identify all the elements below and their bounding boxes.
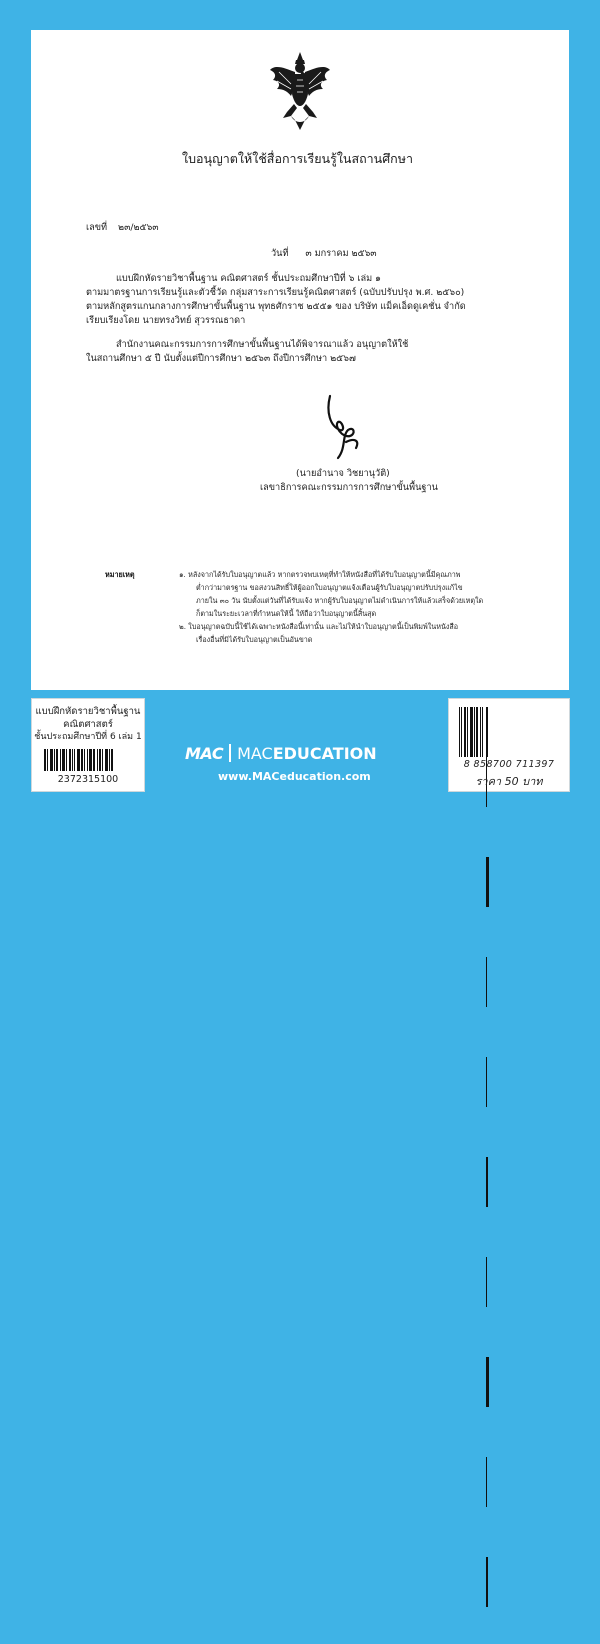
- date-label: วันที่: [271, 248, 289, 259]
- price-label: [448, 698, 570, 792]
- brand-name-thin: MAC: [237, 743, 273, 763]
- paragraph-2-line: สำนักงานคณะกรรมการการศึกษาขั้นพื้นฐานได้พิจารณาแล้ว อนุญาตให้ใช้: [116, 339, 409, 350]
- number-label: เลขที่: [86, 222, 108, 233]
- isbn-number: 8 858700 711397: [463, 759, 555, 770]
- mac-logo-mark: MAC: [185, 743, 224, 763]
- document-heading: ใบอนุญาตให้ใช้สื่อการเรียนรู้ในสถานศึกษา: [182, 151, 413, 166]
- publisher-url[interactable]: www.MACeducation.com: [218, 770, 371, 783]
- paragraph-1-line: แบบฝึกหัดรายวิชาพื้นฐาน คณิตศาสตร์ ชั้นประถมศึกษาปีที่ ๖ เล่ม ๑: [116, 273, 381, 284]
- license-document: [31, 30, 569, 690]
- note-line: ๒. ใบอนุญาตฉบับนี้ใช้ได้เฉพาะหนังสือนี้เท่านั้น และไม่ให้นำใบอนุญาตนี้เป็นพิมพ์ในหนังสือ: [179, 622, 459, 631]
- price-text: ราคา 50 บาท: [475, 775, 543, 788]
- paragraph-2-line: ในสถานศึกษา ๕ ปี นับตั้งแต่ปีการศึกษา ๒๕๖๓ ถึงปีการศึกษา ๒๕๖๗: [86, 353, 356, 364]
- label-title-line: แบบฝึกหัดรายวิชาพื้นฐาน: [35, 706, 141, 717]
- number-value: ๒๓/๒๕๖๓: [118, 222, 159, 233]
- paragraph-1-line: เรียบเรียงโดย นายทรงวิทย์ สุวรรณธาดา: [86, 315, 246, 326]
- paragraph-1-line: ตามหลักสูตรแกนกลางการศึกษาขั้นพื้นฐาน พุทธศักราช ๒๕๕๑ ของ บริษัท แม็คเอ็ดดูเคชั่น จำกัด: [86, 301, 466, 312]
- date-value: ๓ มกราคม ๒๕๖๓: [305, 248, 377, 259]
- brand-divider: [229, 744, 231, 762]
- publisher-brand: [185, 742, 377, 764]
- brand-name-bold: EDUCATION: [272, 743, 377, 763]
- signature-icon: [316, 392, 378, 466]
- isbn-barcode: [459, 707, 559, 757]
- notes-label: หมายเหตุ: [105, 570, 135, 579]
- note-line: ภายใน ๓๐ วัน นับตั้งแต่วันที่ได้รับแจ้ง หากผู้รับใบอนุญาตไม่ดำเนินการให้แล้วเสร็จด้วยเหตุใด: [196, 596, 484, 605]
- note-line: ก็ตามในระยะเวลาที่กำหนดให้นี้ ให้ถือว่าใบอนุญาตนี้สิ้นสุด: [196, 609, 377, 618]
- label-subject-line: คณิตศาสตร์: [63, 719, 113, 730]
- document-number: [86, 222, 159, 233]
- paragraph-1-line: ตามมาตรฐานการเรียนรู้และตัวชี้วัด กลุ่มสาระการเรียนรู้คณิตศาสตร์ (ฉบับปรับปรุง พ.ศ. ๒๕๖๐): [86, 287, 465, 298]
- book-info-label: [31, 698, 145, 792]
- label-grade-line: ชั้นประถมศึกษาปีที่ 6 เล่ม 1: [34, 732, 142, 742]
- garuda-emblem-icon: [267, 50, 333, 132]
- document-date: [271, 248, 377, 259]
- note-line: ๑. หลังจากได้รับใบอนุญาตแล้ว หากตรวจพบเหตุที่ทำให้หนังสือที่ได้รับใบอนุญาตนี้มีคุณภาพ: [179, 570, 461, 579]
- item-barcode: [44, 749, 132, 771]
- signer-title: เลขาธิการคณะกรรมการการศึกษาขั้นพื้นฐาน: [260, 482, 438, 493]
- note-line: เรื่องอื่นที่มิได้รับใบอนุญาตเป็นอันขาด: [196, 635, 313, 644]
- item-code: 2372315100: [57, 774, 119, 785]
- note-line: ต่ำกว่ามาตรฐาน ขอสงวนสิทธิ์ให้ผู้ออกใบอนุญาตแจ้งเตือนผู้รับใบอนุญาตปรับปรุงแก้ไข: [196, 583, 463, 592]
- signer-name: (นายอำนาจ วิชยานุวัติ): [296, 468, 390, 479]
